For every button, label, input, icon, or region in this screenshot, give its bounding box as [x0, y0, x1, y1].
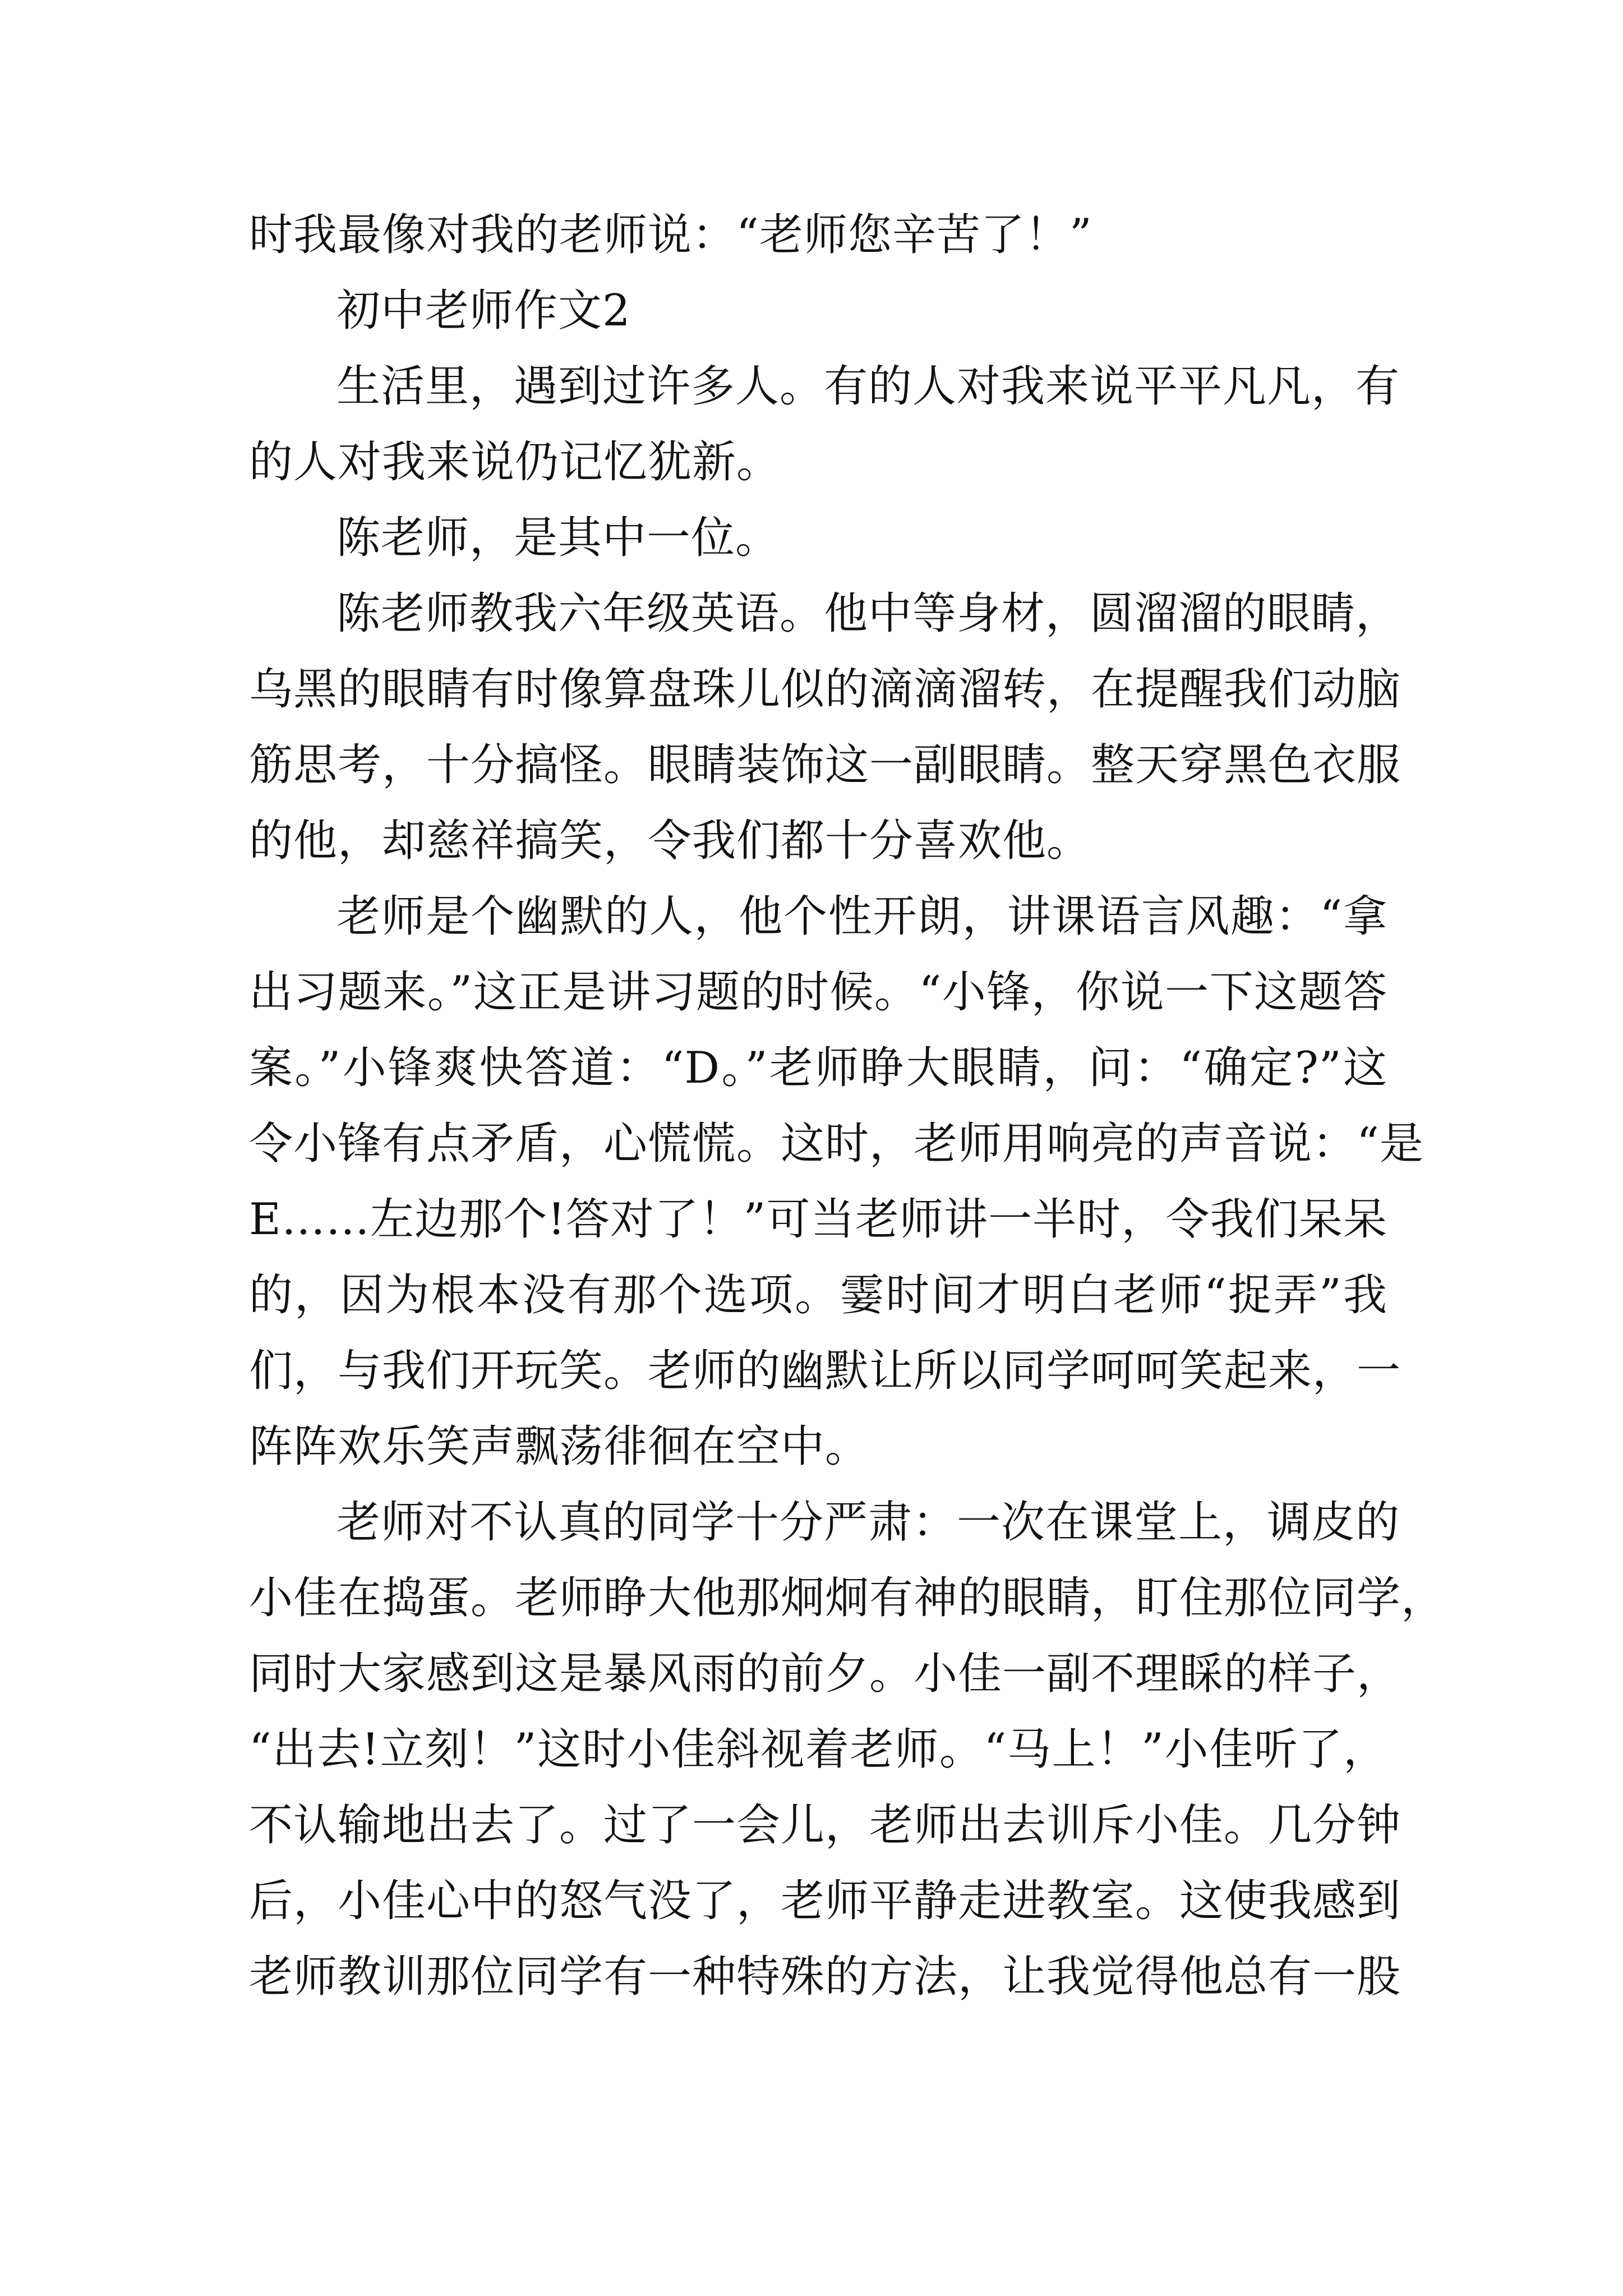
text-line: 令小锋有点矛盾，心慌慌。这时，老师用响亮的声音说：“是: [249, 1119, 1424, 1169]
text-line: 陈老师，是其中一位。: [336, 513, 780, 563]
text-line: 的人对我来说仍记忆犹新。: [249, 437, 781, 487]
text-line: 乌黑的眼睛有时像算盘珠儿似的滴滴溜转，在提醒我们动脑: [249, 664, 1401, 715]
text-line: 出习题来。”这正是讲习题的时候。“小锋，你说一下这题答: [249, 967, 1387, 1018]
text-line: 老师对不认真的同学十分严肃：一次在课堂上，调皮的: [336, 1497, 1400, 1548]
text-line: “出去!立刻！”这时小佳斜视着老师。“马上！”小佳听了，: [249, 1724, 1387, 1775]
essay-body: [249, 197, 1446, 2015]
text-line: 们，与我们开玩笑。老师的幽默让所以同学呵呵笑起来，一: [249, 1346, 1401, 1396]
text-line: 小佳在捣蛋。老师睁大他那炯炯有神的眼睛，盯住那位同学，: [249, 1573, 1446, 1623]
text-line: 陈老师教我六年级英语。他中等身材，圆溜溜的眼睛，: [336, 588, 1400, 639]
text-line: 后，小佳心中的怒气没了，老师平静走进教室。这使我感到: [249, 1876, 1401, 1926]
section-heading: 初中老师作文2: [336, 286, 631, 336]
text-line: 老师是个幽默的人，他个性开朗，讲课语言风趣：“拿: [336, 891, 1387, 942]
text-line: 老师教训那位同学有一种特殊的方法，让我觉得他总有一股: [249, 1952, 1401, 2002]
text-line: 同时大家感到这是暴风雨的前夕。小佳一副不理睬的样子，: [249, 1649, 1401, 1699]
text-line: 案。”小锋爽快答道：“D。”老师睁大眼睛，问：“确定?”这: [249, 1043, 1387, 1093]
text-line: 筋思考，十分搞怪。眼睛装饰这一副眼睛。整天穿黑色衣服: [249, 740, 1401, 790]
text-line: 不认输地出去了。过了一会儿，老师出去训斥小佳。几分钟: [249, 1800, 1401, 1851]
text-line: 时我最像对我的老师说：“老师您辛苦了！”: [249, 210, 1092, 260]
text-line: 的，因为根本没有那个选项。霎时间才明白老师“捉弄”我: [249, 1270, 1387, 1320]
text-line: 阵阵欢乐笑声飘荡徘徊在空中。: [249, 1421, 870, 1472]
text-line: E……左边那个!答对了！”可当老师讲一半时，令我们呆呆: [249, 1194, 1387, 1245]
text-line: 的他，却慈祥搞笑，令我们都十分喜欢他。: [249, 816, 1091, 866]
text-line: 生活里，遇到过许多人。有的人对我来说平平凡凡，有: [336, 361, 1400, 412]
